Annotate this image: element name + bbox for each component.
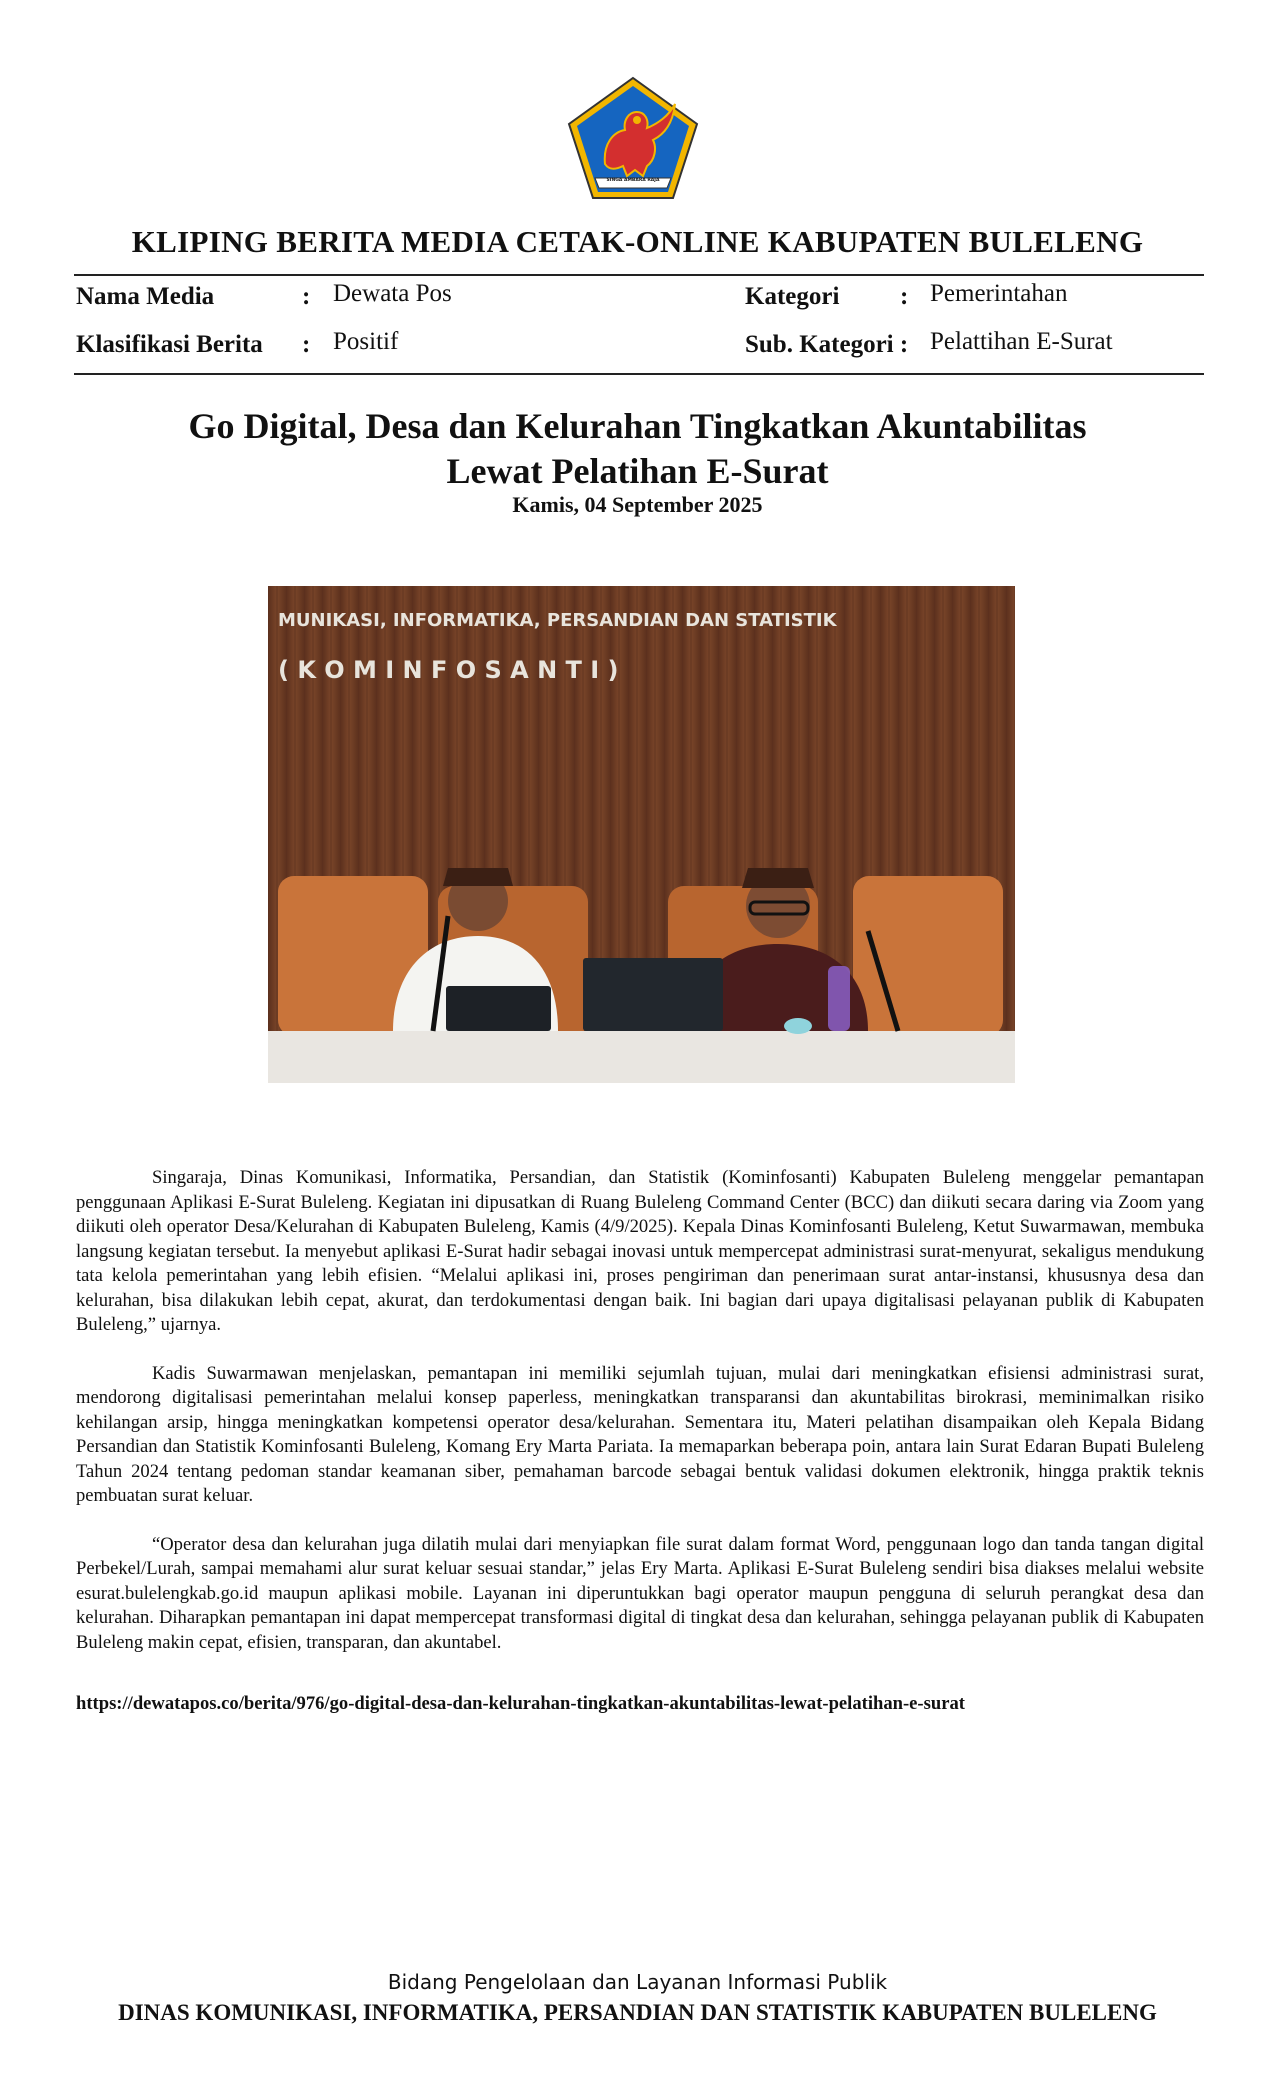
article-paragraph: Kadis Suwarmawan menjelaskan, pemantapan ini memiliki sejumlah tujuan, mulai dari meningkatkan efisiensi administrasi surat, mendorong digitalisasi pemerintahan melalui konsep paperless, meningkatkan transparansi dan akuntabilitas birokrasi, meminimalkan risiko kehilangan arsip, hingga meningkatkan kompetensi operator desa/kelurahan. Sementara itu, Materi pelatihan disampaikan oleh Kepala Bidang Persandian dan Statistik Kominfosanti Buleleng, Komang Ery Marta Pariata. Ia memaparkan beberapa poin, antara lain Surat Edaran Bupati Buleleng Tahun 2024 tentang pedoman standar keamanan siber, pemahaman barcode sebagai bentuk validasi dokumen elektronik, hingga praktik teknis pembuatan surat keluar.	[76, 1362, 1204, 1506]
klasifikasi-label: Klasifikasi Berita	[76, 331, 263, 358]
media-colon: :	[302, 283, 311, 310]
klasifikasi-value: Positif	[333, 328, 399, 355]
article-photo	[268, 586, 1015, 1083]
subkategori-label: Sub. Kategori :	[745, 331, 909, 358]
photo-wall-text-1: MUNIKASI, INFORMATIKA, PERSANDIAN DAN STATISTIK	[278, 610, 837, 631]
photo-scene	[268, 586, 1015, 1083]
footer-office: DINAS KOMUNIKASI, INFORMATIKA, PERSANDIAN DAN STATISTIK KABUPATEN BULELENG	[118, 2000, 1157, 2025]
regency-logo	[565, 74, 701, 202]
article-date: Kamis, 04 September 2025	[512, 492, 763, 517]
article-paragraph: Singaraja, Dinas Komunikasi, Informatika, Persandian, dan Statistik (Kominfosanti) Kabupaten Buleleng menggelar pemantapan penggunaan Aplikasi E-Surat Buleleng. Kegiatan ini dipusatkan di Ruang Buleleng Command Center (BCC) dan diikuti secara daring via Zoom yang diikuti oleh operator Desa/Kelurahan di Kabupaten Buleleng, Kamis (4/9/2025). Kepala Dinas Kominfosanti Buleleng, Ketut Suwarmawan, membuka langsung kegiatan tersebut. Ia menyebut aplikasi E-Surat hadir sebagai inovasi untuk mempercepat administrasi surat-menyurat, sekaligus mendukung tata kelola pemerintahan yang lebih efisien. “Melalui aplikasi ini, proses pengiriman dan penerimaan surat antar-instansi, khususnya desa dan kelurahan, bisa dilakukan lebih cepat, akurat, dan terdokumentasi dengan baik. Ini bagian dari upaya digitalisasi pelayanan publik di Kabupaten Buleleng,” ujarnya.	[76, 1167, 1204, 1335]
article-paragraph: “Operator desa dan kelurahan juga dilatih mulai dari menyiapkan file surat dalam format Word, penggunaan logo dan tanda tangan digital Perbekel/Lurah, sampai memahami alur surat keluar sesuai standar,” jelas Ery Marta. Aplikasi E-Surat Buleleng sendiri bisa diakses melalui website esurat.bulelengkab.go.id maupun aplikasi mobile. Layanan ini diperuntukkan bagi operator maupun pengguna di seluruh perangkat desa dan kelurahan. Diharapkan pemantapan ini dapat mempercepat transformasi digital di tingkat desa dan kelurahan, sehingga pelayanan publik di Kabupaten Buleleng makin cepat, efisien, transparan, dan akuntabel.	[76, 1533, 1204, 1653]
media-label: Nama Media	[76, 283, 215, 310]
kategori-label: Kategori	[745, 283, 840, 310]
kategori-value: Pemerintahan	[930, 280, 1068, 307]
source-link[interactable]: https://dewatapos.co/berita/976/go-digital-desa-dan-kelurahan-tingkatkan-akuntabilitas-lewat-pelatihan-e-surat	[76, 1693, 965, 1714]
logo-caption: SINGA AMBARA RAJA	[606, 178, 660, 183]
article-headline	[0, 404, 1275, 494]
footer-division: Bidang Pengelolaan dan Layanan Informasi Publik	[387, 1970, 888, 1994]
document-title: KLIPING BERITA MEDIA CETAK-ONLINE KABUPATEN BULELENG	[131, 224, 1144, 259]
photo-wall-text-2: ( K O M I N F O S A N T I )	[278, 656, 619, 684]
klasifikasi-colon: :	[302, 331, 311, 358]
header-divider-top	[74, 274, 1204, 276]
article-body	[76, 1166, 1204, 1679]
headline-line-2: Lewat Pelatihan E-Surat	[446, 451, 829, 491]
kategori-colon: :	[900, 283, 909, 310]
subkategori-value: Pelattihan E-Surat	[930, 328, 1113, 355]
headline-line-1: Go Digital, Desa dan Kelurahan Tingkatkan Akuntabilitas	[188, 406, 1087, 446]
media-value: Dewata Pos	[333, 280, 452, 307]
header-divider-bottom	[74, 373, 1204, 375]
